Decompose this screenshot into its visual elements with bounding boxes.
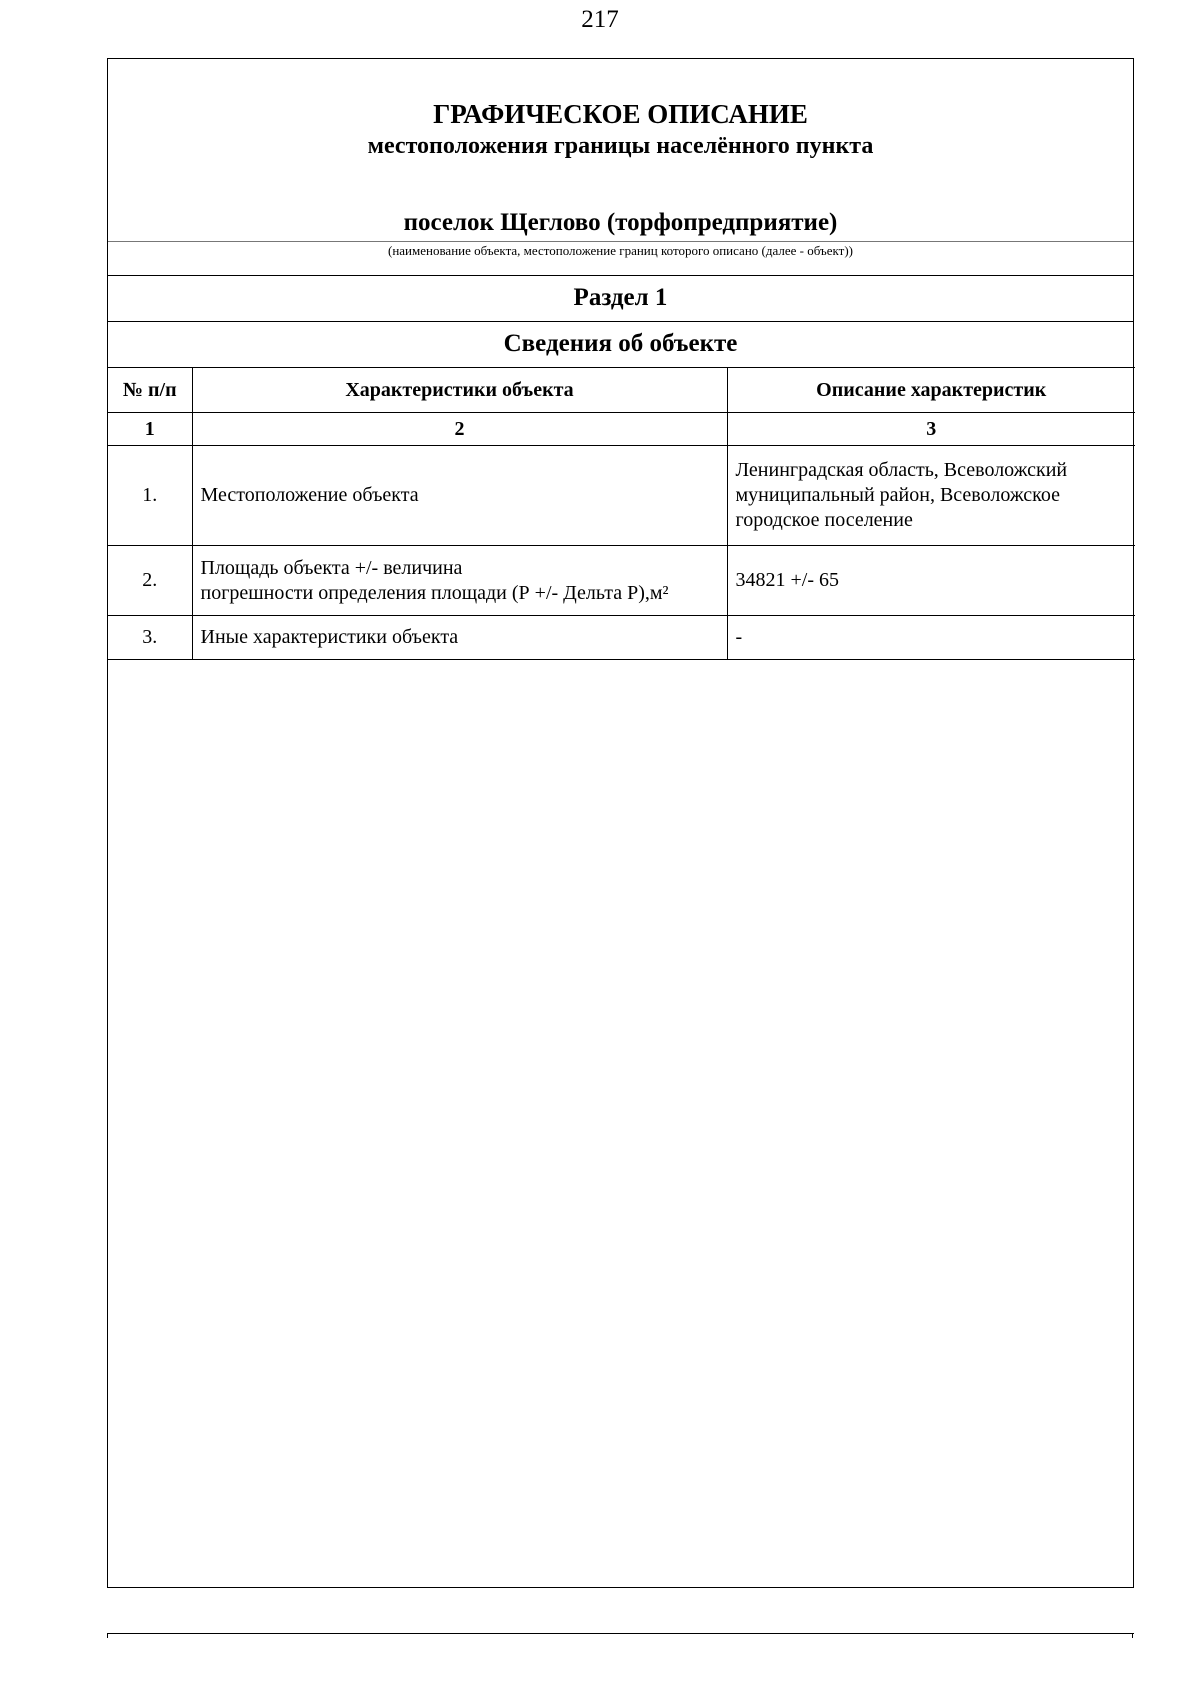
column-header-characteristic: Характеристики объекта xyxy=(192,368,727,413)
header-block xyxy=(108,59,1133,277)
row-characteristic: Иные характеристики объекта xyxy=(192,616,727,660)
object-info-table xyxy=(108,367,1135,660)
row-number: 1. xyxy=(108,446,192,546)
table-row xyxy=(108,446,1135,546)
footer-rule xyxy=(107,1633,1134,1634)
column-number-3: 3 xyxy=(727,413,1135,446)
object-caption: (наименование объекта, местоположение границ которого описано (далее - объект)) xyxy=(388,243,853,258)
column-header-number: № п/п xyxy=(108,368,192,413)
row-characteristic-line-2: погрешности определения площади (Р +/- Дельта Р),м² xyxy=(200,581,669,604)
table-row xyxy=(108,616,1135,660)
table-column-number-row xyxy=(108,413,1135,446)
column-number-2: 2 xyxy=(192,413,727,446)
document-subtitle: местоположения границы населённого пункта xyxy=(367,133,874,159)
column-header-description: Описание характеристик xyxy=(727,368,1135,413)
section-label: Раздел 1 xyxy=(108,275,1133,321)
document-title: ГРАФИЧЕСКОЕ ОПИСАНИЕ xyxy=(433,99,808,129)
object-name: поселок Щеглово (торфопредприятие) xyxy=(403,209,838,236)
document-frame xyxy=(107,58,1134,1588)
page-number: 217 xyxy=(581,6,619,33)
row-characteristic xyxy=(192,546,727,616)
row-number: 2. xyxy=(108,546,192,616)
object-name-underline xyxy=(108,241,1133,242)
row-description: 34821 +/- 65 xyxy=(727,546,1135,616)
table-header-row xyxy=(108,368,1135,413)
row-characteristic: Местоположение объекта xyxy=(192,446,727,546)
section-heading: Сведения об объекте xyxy=(108,321,1133,367)
row-description: - xyxy=(727,616,1135,660)
row-description: Ленинградская область, Всеволожский муниципальный район, Всеволожское городское поселение xyxy=(727,446,1135,546)
table-row xyxy=(108,546,1135,616)
column-number-1: 1 xyxy=(108,413,192,446)
row-number: 3. xyxy=(108,616,192,660)
footer-tick-right xyxy=(1132,1633,1133,1638)
row-characteristic-line-1: Площадь объекта +/- величина xyxy=(200,556,463,579)
footer-tick-left xyxy=(107,1633,108,1638)
